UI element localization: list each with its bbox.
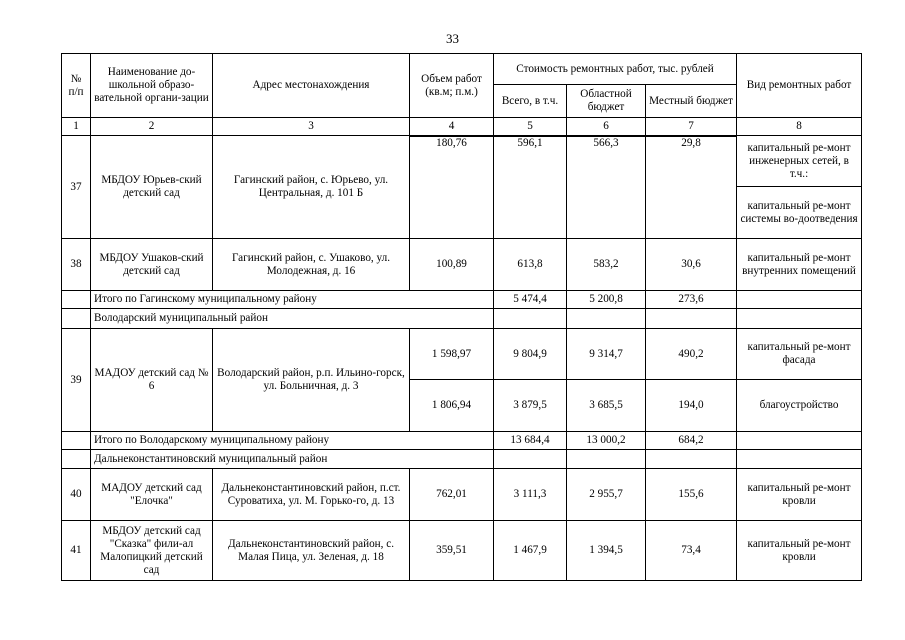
column-number: 6 (567, 118, 646, 136)
table-row-39a (62, 329, 862, 380)
total-label: Итого по Володарскому муниципальному району (91, 432, 494, 450)
row-num: 38 (62, 239, 91, 291)
page-number: 33 (446, 31, 459, 46)
column-number-row (62, 118, 862, 136)
district-label: Дальнеконстантиновский муниципальный район (91, 450, 494, 469)
row-volume: 762,01 (410, 469, 494, 521)
total-cost-total: 13 684,4 (494, 432, 567, 450)
row-cost-regional: 2 955,7 (567, 469, 646, 521)
header-cost-group: Стоимость ремонтных работ, тыс. рублей (494, 54, 737, 85)
row-org-name: МАДОУ детский сад "Елочка" (91, 469, 213, 521)
district-row-dalnekonstantinovsky (62, 450, 862, 469)
row-num: 41 (62, 521, 91, 581)
row-cost-regional: 1 394,5 (567, 521, 646, 581)
row-volume: 1 806,94 (410, 380, 494, 432)
row-volume: 180,76 (410, 136, 494, 239)
row-org-name: МБДОУ детский сад "Сказка" фили-ал Малопицкий детский сад (91, 521, 213, 581)
row-cost-local: 490,2 (646, 329, 737, 380)
table-row-38 (62, 239, 862, 291)
row-work-type: благоустройство (737, 380, 862, 432)
row-volume: 1 598,97 (410, 329, 494, 380)
row-cost-regional: 3 685,5 (567, 380, 646, 432)
row-cost-regional: 566,3 (567, 136, 646, 239)
district-label: Володарский муниципальный район (91, 309, 494, 329)
row-cost-total: 3 111,3 (494, 469, 567, 521)
row-org-name: МАДОУ детский сад № 6 (91, 329, 213, 432)
row-address: Гагинский район, с. Юрьево, ул. Центральная, д. 101 Б (213, 136, 410, 239)
column-number: 4 (410, 118, 494, 136)
row-volume: 100,89 (410, 239, 494, 291)
header-num: № п/п (62, 54, 91, 118)
row-work-type: капитальный ре-монт инженерных сетей, в т.ч.: (737, 136, 862, 187)
row-cost-regional: 9 314,7 (567, 329, 646, 380)
row-cost-total: 1 467,9 (494, 521, 567, 581)
row-cost-regional: 583,2 (567, 239, 646, 291)
row-cost-total: 9 804,9 (494, 329, 567, 380)
table-row-41 (62, 521, 862, 581)
row-address: Гагинский район, с. Ушаково, ул. Молодежная, д. 16 (213, 239, 410, 291)
row-address: Володарский район, р.п. Ильино-горск, ул. Больничная, д. 3 (213, 329, 410, 432)
row-address: Дальнеконстантиновский район, п.ст. Суроватиха, ул. М. Горько-го, д. 13 (213, 469, 410, 521)
row-cost-local: 73,4 (646, 521, 737, 581)
row-cost-total: 613,8 (494, 239, 567, 291)
row-cost-local: 155,6 (646, 469, 737, 521)
column-number: 1 (62, 118, 91, 136)
district-row-volodarsky (62, 309, 862, 329)
row-cost-local: 194,0 (646, 380, 737, 432)
row-work-type: капитальный ре-монт кровли (737, 469, 862, 521)
column-number: 3 (213, 118, 410, 136)
row-volume: 359,51 (410, 521, 494, 581)
row-num: 39 (62, 329, 91, 432)
column-number: 7 (646, 118, 737, 136)
total-cost-total: 5 474,4 (494, 291, 567, 309)
header-work-type: Вид ремонтных работ (737, 54, 862, 118)
total-row-gaginsky (62, 291, 862, 309)
header-name: Наименование до-школьной образо-вательной органи-зации (91, 54, 213, 118)
header-cost-local: Местный бюджет (646, 85, 737, 118)
total-cost-local: 273,6 (646, 291, 737, 309)
header-row-top (62, 54, 862, 85)
row-cost-local: 30,6 (646, 239, 737, 291)
row-org-name: МБДОУ Юрьев-ский детский сад (91, 136, 213, 239)
row-work-type: капитальный ре-монт системы во-доотведения (737, 187, 862, 239)
total-cost-regional: 5 200,8 (567, 291, 646, 309)
total-label: Итого по Гагинскому муниципальному району (91, 291, 494, 309)
row-num: 37 (62, 136, 91, 239)
table-row-40 (62, 469, 862, 521)
row-num: 40 (62, 469, 91, 521)
row-work-type: капитальный ре-монт фасада (737, 329, 862, 380)
header-address: Адрес местонахождения (213, 54, 410, 118)
row-org-name: МБДОУ Ушаков-ский детский сад (91, 239, 213, 291)
header-volume: Объем работ (кв.м; п.м.) (410, 54, 494, 118)
row-address: Дальнеконстантиновский район, с. Малая Пица, ул. Зеленая, д. 18 (213, 521, 410, 581)
total-cost-local: 684,2 (646, 432, 737, 450)
row-work-type: капитальный ре-монт внутренних помещений (737, 239, 862, 291)
row-cost-local: 29,8 (646, 136, 737, 239)
row-cost-total: 3 879,5 (494, 380, 567, 432)
column-number: 8 (737, 118, 862, 136)
repair-works-table (61, 53, 862, 581)
column-number: 2 (91, 118, 213, 136)
header-cost-regional: Областной бюджет (567, 85, 646, 118)
row-work-type: капитальный ре-монт кровли (737, 521, 862, 581)
row-cost-total: 596,1 (494, 136, 567, 239)
header-cost-total: Всего, в т.ч. (494, 85, 567, 118)
column-number: 5 (494, 118, 567, 136)
total-row-volodarsky (62, 432, 862, 450)
table-row-37a (62, 136, 862, 187)
total-cost-regional: 13 000,2 (567, 432, 646, 450)
